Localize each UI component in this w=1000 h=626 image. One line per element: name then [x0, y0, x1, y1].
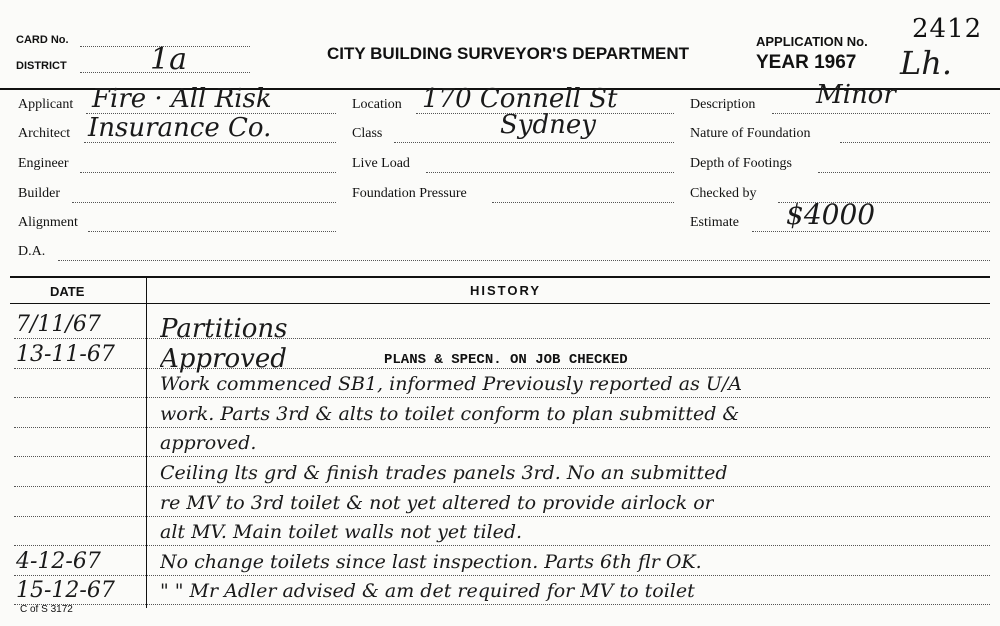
history-entry: re MV to 3rd toilet & not yet altered to provide airlock or	[160, 491, 714, 514]
history-date: 4-12-67	[16, 548, 101, 574]
estimate-label: Estimate	[690, 215, 739, 230]
nature-label: Nature of Foundation	[690, 126, 811, 141]
location-value: 170 Connell St	[422, 84, 618, 114]
engineer-label: Engineer	[18, 156, 69, 171]
history-entry: approved.	[160, 432, 257, 455]
class-line	[394, 142, 674, 143]
da-label: D.A.	[18, 244, 46, 259]
history-entry: Ceiling lts grd & finish trades panels 3rd. No an submitted	[160, 462, 728, 484]
architect-label: Architect	[18, 126, 71, 141]
application-number: 2412	[912, 14, 983, 44]
history-entry: No change toilets since last inspection. Parts 6th flr OK.	[160, 550, 702, 573]
history-row-line	[14, 604, 990, 605]
live-load-label: Live Load	[352, 156, 410, 171]
depth-label: Depth of Footings	[690, 156, 792, 171]
card-no-label: CARD No.	[16, 34, 69, 46]
history-row-line	[14, 427, 990, 428]
history-row-line	[14, 575, 990, 576]
description-line	[772, 113, 990, 114]
alignment-line	[88, 231, 336, 232]
district-label: DISTRICT	[16, 60, 67, 72]
foundation-pressure-line	[492, 202, 674, 203]
history-entry: Work commenced SB1, informed Previously reported as U/A	[160, 373, 743, 396]
date-column-divider	[146, 278, 147, 608]
history-date: 13-11-67	[16, 341, 115, 367]
history-entry: Partitions	[160, 314, 288, 344]
description-label: Description	[690, 97, 756, 112]
year-mark: Lh.	[900, 44, 953, 82]
engineer-line	[80, 172, 336, 173]
history-header: HISTORY	[470, 283, 542, 298]
history-header-rule	[10, 303, 990, 304]
alignment-label: Alignment	[18, 215, 78, 230]
history-row-line	[14, 516, 990, 517]
live-load-line	[426, 172, 674, 173]
class-label: Class	[352, 126, 383, 141]
history-entry: work. Parts 3rd & alts to toilet conform to plan submitted &	[160, 402, 740, 425]
history-entry: alt MV. Main toilet walls not yet tiled.	[160, 521, 523, 544]
location-label: Location	[352, 97, 402, 112]
architect-value: Insurance Co.	[88, 113, 272, 143]
department-title: CITY BUILDING SURVEYOR'S DEPARTMENT	[327, 44, 690, 63]
da-line	[58, 260, 990, 261]
history-row-line	[14, 397, 990, 398]
history-row-line	[14, 486, 990, 487]
history-row-line	[14, 545, 990, 546]
form-number: C of S 3172	[20, 604, 73, 615]
class-value: Sydney	[500, 110, 596, 140]
description-value: Minor	[816, 80, 896, 110]
date-header: DATE	[50, 284, 85, 299]
foundation-pressure-label: Foundation Pressure	[352, 186, 467, 201]
depth-line	[818, 172, 990, 173]
approval-stamp: PLANS & SPECN. ON JOB CHECKED	[384, 352, 628, 368]
year-label: YEAR 1967	[756, 52, 857, 73]
history-entry: " " Mr Adler advised & am det required for MV to toilet	[160, 580, 695, 603]
district-value: 1a	[150, 42, 187, 77]
builder-line	[72, 202, 336, 203]
nature-line	[840, 142, 990, 143]
estimate-value: $4000	[786, 198, 876, 231]
history-date: 7/11/67	[16, 312, 101, 337]
applicant-label: Applicant	[18, 97, 74, 112]
history-row-line	[14, 456, 990, 457]
history-date: 15-12-67	[16, 578, 115, 604]
history-top-rule	[10, 276, 990, 278]
builder-label: Builder	[18, 186, 60, 201]
applicant-value: Fire · All Risk	[92, 84, 272, 114]
checked-label: Checked by	[690, 186, 757, 201]
estimate-line	[752, 231, 990, 232]
application-label: APPLICATION No.	[756, 34, 868, 49]
history-entry: Approved	[160, 343, 287, 374]
